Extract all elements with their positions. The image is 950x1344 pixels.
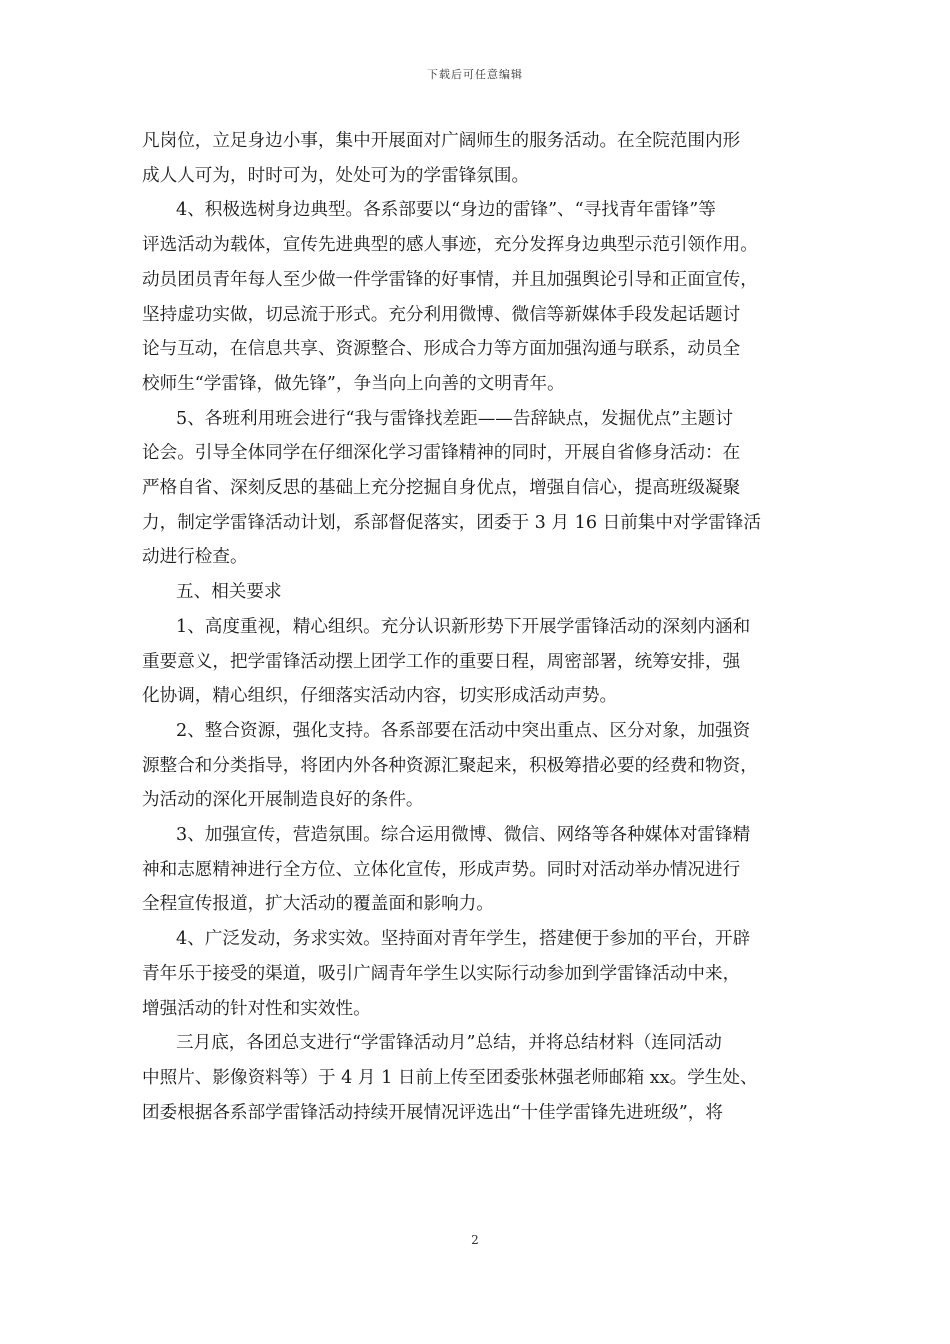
text-line: 3、加强宣传，营造氛围。综合运用微博、微信、网络等各种媒体对雷锋精 [176, 825, 751, 846]
text-line: 校师生“学雷锋，做先锋”，争当向上向善的文明青年。 [142, 373, 565, 394]
text-line: 增强活动的针对性和实效性。 [142, 998, 371, 1019]
text-line: 论会。引导全体同学在仔细深化学习雷锋精神的同时，开展自省修身活动：在 [142, 443, 741, 464]
text-line: 源整合和分类指导，将团内外各种资源汇聚起来，积极筹措必要的经费和物资， [142, 755, 758, 776]
text-line: 为活动的深化开展制造良好的条件。 [142, 790, 424, 811]
text-line: 5、各班利用班会进行“我与雷锋找差距——告辞缺点，发掘优点”主题讨 [176, 408, 733, 429]
text-line: 4、广泛发动，务求实效。坚持面对青年学生，搭建便于参加的平台，开辟 [176, 929, 751, 950]
text-line: 化协调，精心组织，仔细落实活动内容，切实形成活动声势。 [142, 686, 618, 707]
text-line: 1、高度重视，精心组织。充分认识新形势下开展学雷锋活动的深刻内涵和 [176, 616, 751, 637]
text-line: 中照片、影像资料等）于 4 月 1 日前上传至团委张林强老师邮箱 xx。学生处、 [142, 1067, 758, 1088]
text-line: 动进行检查。 [142, 547, 248, 568]
text-line: 2、整合资源，强化支持。各系部要在活动中突出重点、区分对象，加强资 [176, 720, 751, 741]
text-line: 全程宣传报道，扩大活动的覆盖面和影响力。 [142, 894, 494, 915]
text-line: 三月底，各团总支进行“学雷锋活动月”总结，并将总结材料（连同活动 [176, 1033, 722, 1054]
text-line: 论与互动，在信息共享、资源整合、形成合力等方面加强沟通与联系，动员全 [142, 339, 741, 360]
text-line: 严格自省、深刻反思的基础上充分挖掘自身优点，增强自信心，提高班级凝聚 [142, 478, 741, 499]
text-line: 力，制定学雷锋活动计划，系部督促落实，团委于 3 月 16 日前集中对学雷锋活 [142, 512, 761, 533]
text-line: 评选活动为载体，宣传先进典型的感人事迹，充分发挥身边典型示范引领作用。 [142, 235, 758, 256]
text-line: 团委根据各系部学雷锋活动持续开展情况评选出“十佳学雷锋先进班级”，将 [142, 1102, 723, 1123]
text-line: 重要意义，把学雷锋活动摆上团学工作的重要日程，周密部署，统筹安排，强 [142, 651, 741, 672]
document-body [142, 124, 818, 1130]
text-line: 坚持虚功实做，切忌流于形式。充分利用微博、微信等新媒体手段发起话题讨 [142, 304, 741, 325]
text-line: 4、积极选树身边典型。各系部要以“身边的雷锋”、“寻找青年雷锋”等 [176, 200, 716, 221]
text-line: 凡岗位，立足身边小事，集中开展面对广阔师生的服务活动。在全院范围内形 [142, 131, 741, 151]
text-line: 动员团员青年每人至少做一件学雷锋的好事情，并且加强舆论引导和正面宣传， [142, 269, 758, 290]
text-line: 青年乐于接受的渠道，吸引广阔青年学生以实际行动参加到学雷锋活动中来， [142, 963, 741, 984]
page-number: 2 [471, 1233, 479, 1247]
page-header: 下载后可任意编辑 [427, 68, 523, 81]
text-line: 成人人可为，时时可为，处处可为的学雷锋氛围。 [142, 165, 530, 186]
text-line: 神和志愿精神进行全方位、立体化宣传，形成声势。同时对活动举办情况进行 [142, 859, 741, 880]
text-line: 五、相关要求 [176, 582, 282, 603]
